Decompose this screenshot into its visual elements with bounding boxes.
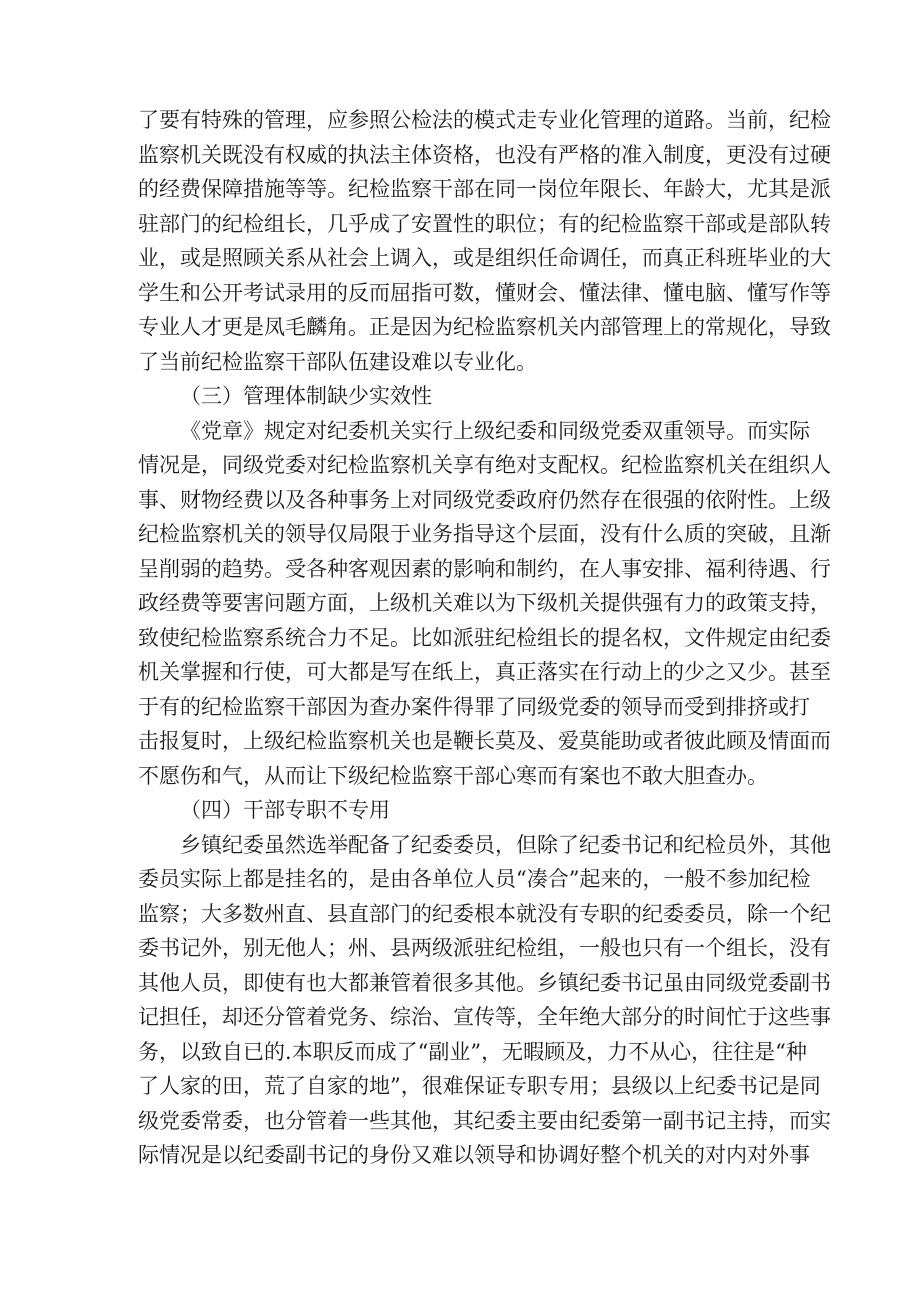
- text-line: 击报复时，上级纪检监察机关也是鞭长莫及、爱莫能助或者彼此顾及情面而: [138, 729, 831, 753]
- text-line: 记担任，却还分管着党务、综治、宣传等，全年绝大部分的时间忙于这些事: [138, 1005, 831, 1029]
- section-heading-3: [138, 379, 786, 414]
- text-line: 情况是，同级党委对纪检监察机关享有绝对支配权。纪检监察机关在组织人: [138, 453, 831, 477]
- text-line: 级党委常委，也分管着一些其他，其纪委主要由纪委第一副书记主持，而实: [138, 1108, 831, 1133]
- text-line: 事、财物经费以及各种事务上对同级党委政府仍然存在很强的依附性。上级: [138, 487, 831, 512]
- text-line: 政经费等要害问题方面，上级机关难以为下级机关提供强有力的政策支持，: [138, 591, 831, 615]
- text-line: 学生和公开考试录用的反而屈指可数，懂财会、懂法律、懂电脑、懂写作等: [138, 280, 831, 305]
- text-line: 驻部门的纪检组长，几乎成了安置性的职位；有的纪检监察干部或是部队转: [138, 211, 831, 236]
- text-line: 务，以致自已的.本职反而成了“副业”，无暇顾及，力不从心，往往是“种: [138, 1039, 807, 1064]
- paragraph-2: [138, 414, 831, 794]
- text-line: 乡镇纪委虽然选举配备了纪委委员，但除了纪委书记和纪检员外，其他: [180, 832, 831, 857]
- heading-text: （四）干部专职不专用: [180, 798, 390, 822]
- text-line: 委书记外，别无他人；州、县两级派驻纪检组，一般也只有一个组长，没有: [138, 936, 831, 960]
- text-line: 了要有特殊的管理，应参照公检法的模式走专业化管理的道路。当前，纪检: [138, 108, 831, 132]
- text-line: 委员实际上都是挂名的，是由各单位人员“凑合”起来的，一般不参加纪检: [138, 867, 811, 891]
- text-line: 致使纪检监察系统合力不足。比如派驻纪检组长的提名权，文件规定由纪委: [138, 625, 831, 650]
- text-line: 其他人员，即使有也大都兼管着很多其他。乡镇纪委书记虽由同级党委副书: [138, 970, 831, 995]
- text-line: 监察；大多数州直、县直部门的纪委根本就没有专职的纪委委员，除一个纪: [138, 901, 831, 926]
- text-line: 了人家的田，荒了自家的地”，很难保证专职专用；县级以上纪委书记是同: [138, 1074, 821, 1098]
- text-line: 监察机关既没有权威的执法主体资格，也没有严格的准入制度，更没有过硬: [138, 142, 831, 167]
- text-line: 纪检监察机关的领导仅局限于业务指导这个层面，没有什么质的突破，且渐: [138, 522, 831, 546]
- text-line: 呈削弱的趋势。受各种客观因素的影响和制约，在人事安排、福利待遇、行: [138, 556, 831, 581]
- section-heading-4: [138, 793, 786, 828]
- paragraph-3: [138, 828, 831, 1173]
- heading-text: （三）管理体制缺少实效性: [180, 384, 432, 408]
- text-line: 专业人才更是凤毛麟角。正是因为纪检监察机关内部管理上的常规化，导致: [138, 315, 831, 339]
- text-line: 机关掌握和行使，可大都是写在纸上，真正落实在行动上的少之又少。甚至: [138, 660, 831, 684]
- paragraph-1: [138, 103, 831, 379]
- text-line: 业，或是照顾关系从社会上调入，或是组织任命调任，而真正科班毕业的大: [138, 246, 831, 270]
- text-line: 不愿伤和气，从而让下级纪检监察干部心寒而有案也不敢大胆查办。: [138, 763, 768, 788]
- document-page: [138, 103, 831, 1173]
- text-line: 《党章》规定对纪委机关实行上级纪委和同级党委双重领导。而实际: [180, 418, 810, 443]
- text-line: 际情况是以纪委副书记的身份又难以领导和协调好整个机关的对内对外事: [138, 1143, 810, 1167]
- text-line: 的经费保障措施等等。纪检监察干部在同一岗位年限长、年龄大，尤其是派: [138, 177, 831, 201]
- text-line: 了当前纪检监察干部队伍建设难以专业化。: [138, 349, 537, 374]
- text-line: 于有的纪检监察干部因为查办案件得罪了同级党委的领导而受到排挤或打: [138, 694, 810, 719]
